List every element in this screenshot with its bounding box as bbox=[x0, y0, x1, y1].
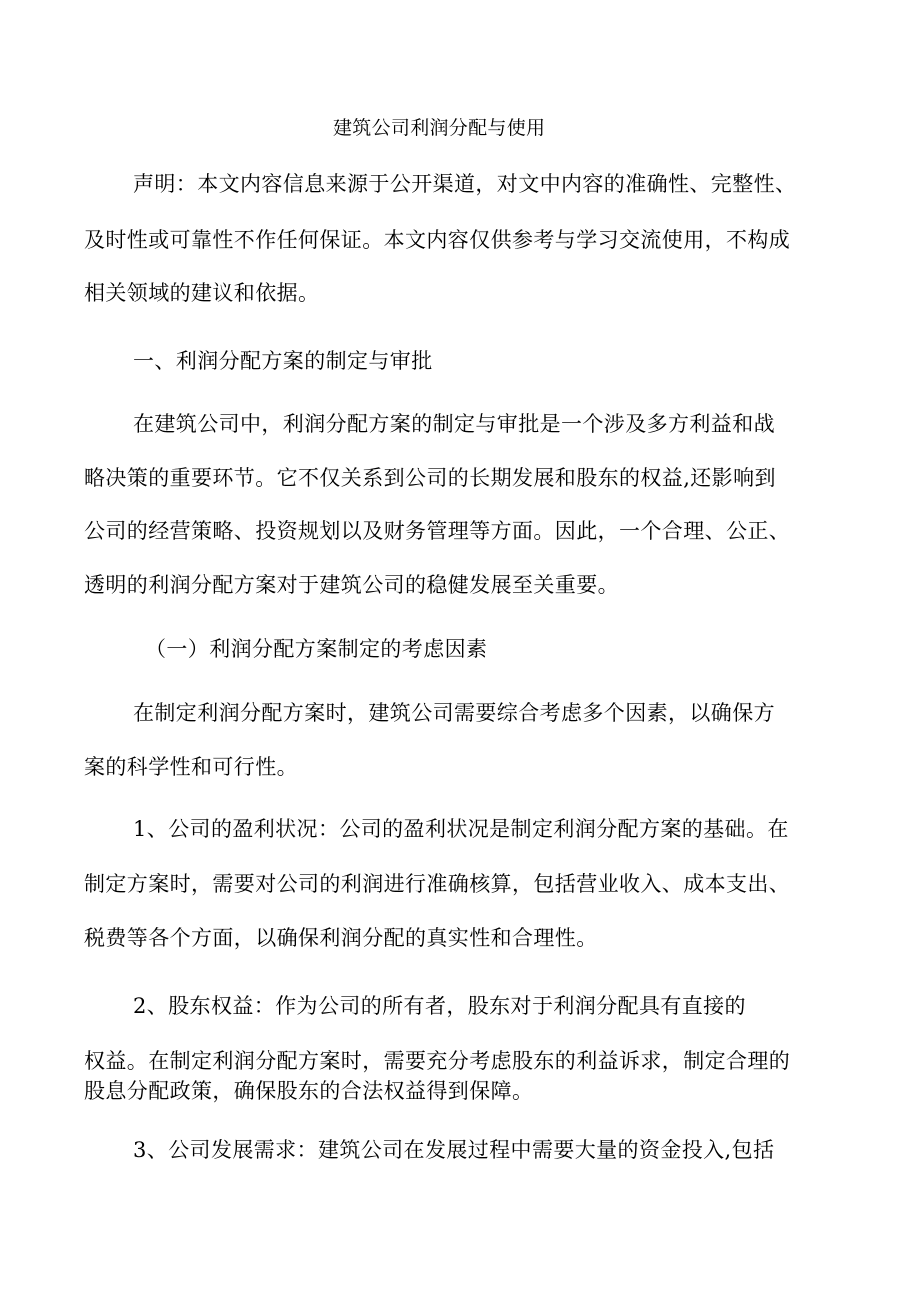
section-1-heading: 一、利润分配方案的制定与审批 bbox=[133, 349, 433, 373]
document-title: 建筑公司利润分配与使用 bbox=[333, 117, 546, 139]
disclaimer-line-2: 及时性或可靠性不作任何保证。本文内容仅供参考与学习交流使用，不构成 bbox=[84, 228, 791, 252]
item-2-line-1: 2、股东权益：作为公司的所有者，股东对于利润分配具有直接的 bbox=[133, 994, 746, 1018]
item-2-line-3: 股息分配政策，确保股东的合法权益得到保障。 bbox=[84, 1079, 534, 1103]
subsection-1-heading: （一）利润分配方案制定的考虑因素 bbox=[145, 637, 488, 661]
section-1-paragraph-line-4: 透明的利润分配方案对于建筑公司的稳健发展至关重要。 bbox=[84, 573, 619, 597]
section-1-paragraph-line-1: 在建筑公司中，利润分配方案的制定与审批是一个涉及多方利益和战 bbox=[133, 412, 775, 436]
section-1-paragraph-line-2: 略决策的重要环节。它不仅关系到公司的长期发展和股东的权益,还影响到 bbox=[84, 466, 776, 490]
item-1-line-3: 税费等各个方面，以确保利润分配的真实性和合理性。 bbox=[84, 926, 598, 950]
item-2-line-2: 权益。在制定利润分配方案时，需要充分考虑股东的利益诉求，制定合理的 bbox=[84, 1049, 791, 1073]
item-1-line-2: 制定方案时，需要对公司的利润进行准确核算，包括营业收入、成本支出、 bbox=[84, 872, 791, 896]
section-1-paragraph-line-3: 公司的经营策略、投资规划以及财务管理等方面。因此，一个合理、公正、 bbox=[84, 519, 791, 543]
subsection-1-paragraph-line-2: 案的科学性和可行性。 bbox=[84, 755, 298, 779]
item-1-line-1: 1、公司的盈利状况：公司的盈利状况是制定利润分配方案的基础。在 bbox=[133, 817, 789, 841]
disclaimer-line-1: 声明：本文内容信息来源于公开渠道，对文中内容的准确性、完整性、 bbox=[133, 172, 797, 196]
disclaimer-line-3: 相关领域的建议和依据。 bbox=[84, 281, 320, 305]
subsection-1-paragraph-line-1: 在制定利润分配方案时，建筑公司需要综合考虑多个因素，以确保方 bbox=[133, 701, 775, 725]
item-3-line-1: 3、公司发展需求：建筑公司在发展过程中需要大量的资金投入,包括 bbox=[133, 1138, 775, 1162]
